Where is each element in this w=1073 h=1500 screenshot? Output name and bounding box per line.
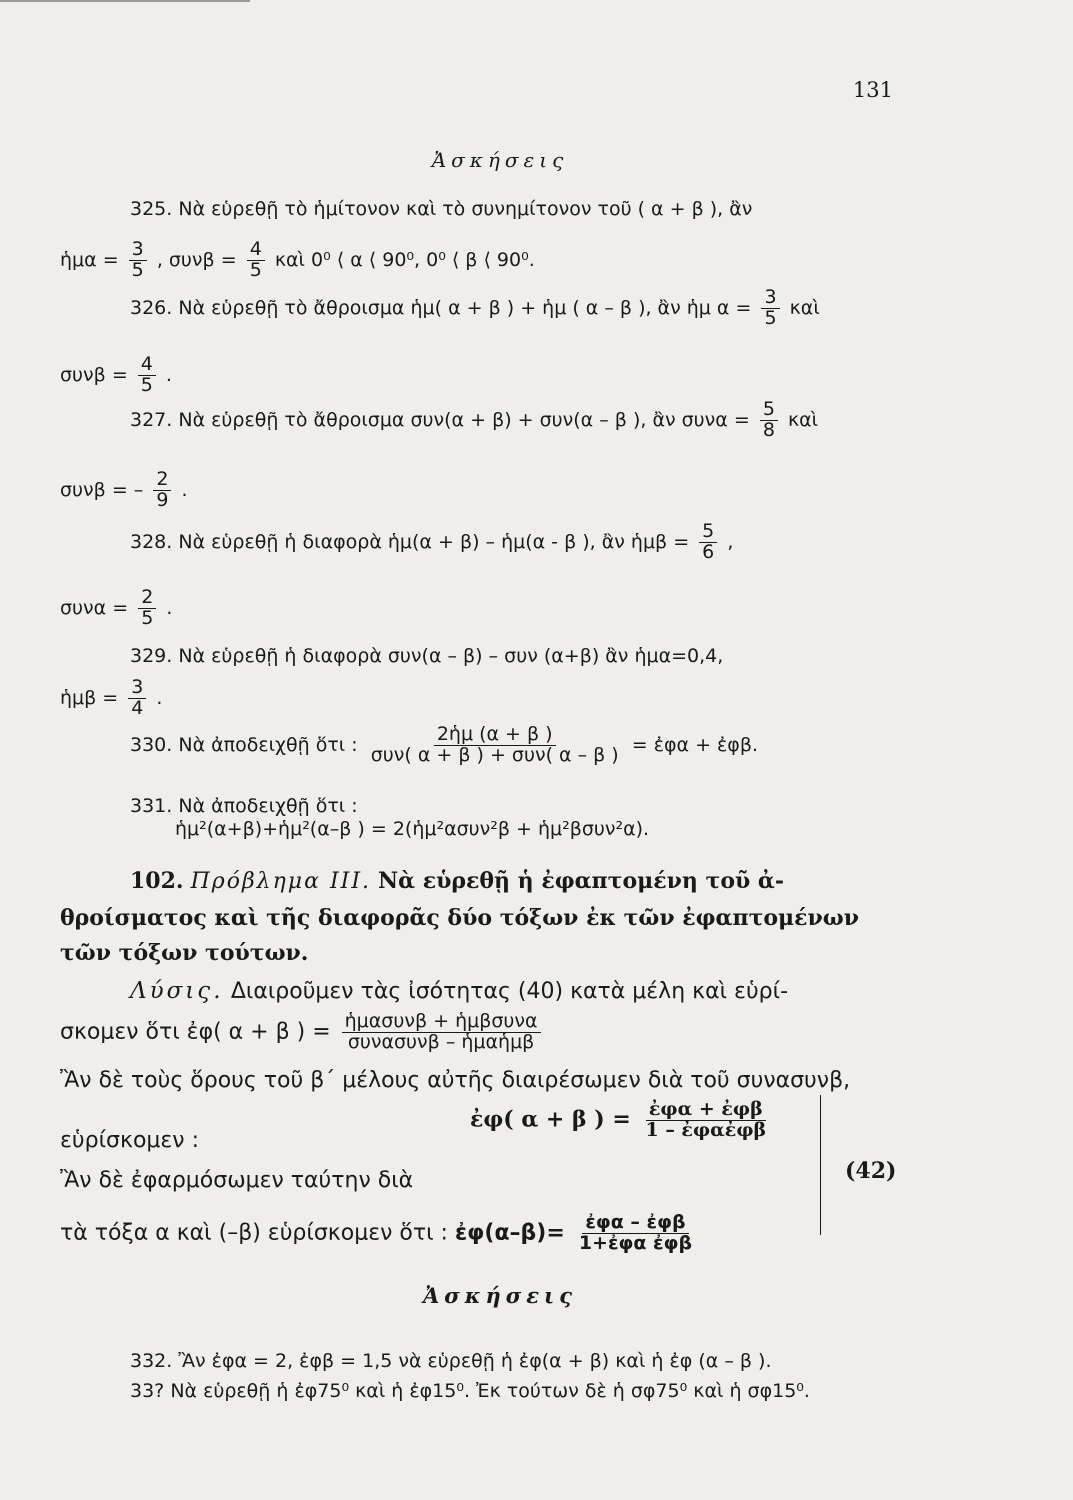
equation-number: (42): [845, 1158, 897, 1184]
exercise-331-formula: ἡμ²(α+β)+ἡμ²(α–β ) = 2(ἡμ²ασυν²β + ἡμ²βσυν²α).: [175, 818, 650, 840]
numerator: 5: [699, 522, 717, 543]
math-text: , συνβ =: [156, 248, 237, 271]
denominator: συνασυνβ – ἡμαἡμβ: [347, 1030, 535, 1053]
exercise-325-line2: [60, 240, 535, 281]
problem-number: 102.: [130, 868, 184, 894]
solution-label: Λύσις.: [130, 978, 224, 1004]
fraction: [576, 1213, 695, 1254]
solution-text: Διαιροῦμεν τὰς ἰσότητας (40) κατὰ μέλη καὶ εὑρί-: [230, 979, 789, 1004]
solution-line6: [60, 1213, 699, 1254]
solution-line4: εὑρίσκομεν :: [60, 1128, 199, 1153]
exercise-327-line2: [60, 470, 188, 511]
denominator: 6: [702, 540, 715, 563]
solution-line3: Ἂν δὲ τοὺς ὅρους τοῦ β΄ μέλους αὐτῆς διαιρέσωμεν διὰ τοῦ συνασυνβ,: [60, 1068, 851, 1093]
numerator: 3: [761, 288, 779, 309]
exercise-text: Νὰ ἀποδειχθῇ ὅτι :: [178, 733, 358, 756]
page-number: 131: [852, 78, 893, 102]
exercise-text: Νὰ εὑρεθῇ τὸ ἄθροισμα συν(α + β) + συν(α – β ), ἂν συνα =: [178, 408, 750, 431]
numerator: 4: [138, 355, 156, 376]
math-text: σκομεν ὅτι ἐφ( α + β ) =: [60, 1019, 331, 1045]
math-text: καὶ: [787, 408, 819, 431]
fraction: [138, 355, 156, 396]
math-text: = ἐφα + ἐφβ.: [631, 733, 759, 756]
fraction: [153, 470, 171, 511]
numerator: ἡμασυνβ + ἡμβσυνα: [342, 1012, 541, 1033]
exercise-number: 328.: [130, 530, 173, 553]
exercise-number: 329.: [130, 645, 173, 667]
exercise-331-line1: [130, 795, 358, 817]
numerator: 2ἡμ (α + β ): [434, 725, 556, 746]
exercise-326-line1: [130, 288, 820, 329]
math-text: συνβ = –: [60, 478, 144, 501]
exercise-327-line1: [130, 400, 818, 441]
problem-label: Πρόβλημα III.: [190, 869, 372, 894]
numerator: ἐφα + ἐφβ: [646, 1100, 766, 1121]
numerator: 4: [247, 240, 265, 261]
denominator: 5: [764, 306, 777, 329]
top-rule: [0, 0, 250, 2]
math-text: .: [165, 363, 172, 386]
exercise-329-line2: [60, 678, 162, 719]
exercise-text: Νὰ εὑρεθῇ τὸ ἡμίτονον καὶ τὸ συνημίτονον τοῦ ( α + β ), ἂν: [178, 198, 753, 220]
fraction: [368, 725, 622, 766]
numerator: 3: [129, 240, 147, 261]
denominator: 5: [131, 258, 144, 281]
fraction: [642, 1100, 769, 1141]
exercise-text: Νὰ εὑρεθῇ ἡ διαφορὰ ἡμ(α + β) – ἡμ(α - β ), ἂν ἡμβ =: [178, 530, 690, 553]
denominator: 8: [762, 418, 775, 441]
math-text: συνβ =: [60, 363, 128, 386]
fraction: [760, 400, 778, 441]
numerator: 3: [128, 678, 146, 699]
numerator: 5: [760, 400, 778, 421]
fraction: [129, 240, 147, 281]
solution-line5: Ἂν δὲ ἐφαρμόσωμεν ταύτην διὰ: [60, 1168, 414, 1193]
exercise-328-line1: [130, 522, 733, 563]
math-text: ἐφ(α–β)=: [454, 1220, 565, 1246]
denominator: 1+ἐφα ἐφβ: [578, 1231, 693, 1254]
problem-title: Νὰ εὑρεθῇ ἡ ἐφαπτομένη τοῦ ἀ-: [378, 868, 784, 894]
exercise-330: [130, 725, 758, 766]
math-text: καὶ 0⁰ ⟨ α ⟨ 90⁰, 0⁰ ⟨ β ⟨ 90⁰.: [274, 248, 535, 271]
tan-sum-formula: [470, 1100, 773, 1141]
denominator: 4: [131, 696, 144, 719]
denominator: 5: [141, 606, 154, 629]
exercises-heading-2: Ἀσκήσεις: [423, 1283, 577, 1308]
exercise-number: 330.: [130, 733, 173, 756]
exercise-text: Ἂν ἐφα = 2, ἐφβ = 1,5 νὰ εὑρεθῇ ἡ ἐφ(α + β) καὶ ἡ ἐφ (α – β ).: [178, 1350, 772, 1372]
exercise-number: 327.: [130, 408, 173, 431]
numerator: 2: [138, 588, 156, 609]
math-text: .: [166, 596, 173, 619]
brace: [820, 1095, 824, 1235]
denominator: 1 – ἐφαἐφβ: [645, 1118, 767, 1141]
exercise-number: 331.: [130, 795, 173, 817]
exercises-heading: Ἀσκήσεις: [431, 148, 569, 172]
fraction: [342, 1012, 541, 1053]
math-text: .: [181, 478, 188, 501]
solution-line2: [60, 1012, 545, 1053]
problem-102-line2: θροίσματος καὶ τῆς διαφορᾶς δύο τόξων ἐκ τῶν ἐφαπτομένων: [60, 905, 860, 931]
math-text: ἡμβ =: [60, 686, 119, 709]
denominator: 5: [249, 258, 262, 281]
exercise-number: 326.: [130, 296, 173, 319]
exercise-332: [130, 1350, 772, 1372]
exercise-329-line1: [130, 645, 723, 667]
fraction: [699, 522, 717, 563]
math-text: συνα =: [60, 596, 129, 619]
denominator: συν( α + β ) + συν( α – β ): [370, 743, 619, 766]
math-text: ,: [727, 530, 734, 553]
exercise-333: [130, 1380, 810, 1402]
math-text: τὰ τόξα α καὶ (–β) εὑρίσκομεν ὅτι :: [60, 1220, 448, 1246]
math-text: .: [156, 686, 163, 709]
problem-102-line3: τῶν τόξων τούτων.: [60, 940, 309, 966]
exercise-text: Νὰ ἀποδειχθῇ ὅτι :: [178, 795, 358, 817]
bleed-through-decoration: [760, 470, 766, 492]
exercise-326-line2: [60, 355, 172, 396]
fraction: [128, 678, 146, 719]
solution-line1: [130, 978, 788, 1004]
exercise-number: 325.: [130, 198, 173, 220]
denominator: 9: [156, 488, 169, 511]
exercise-text: Νὰ εὑρεθῇ τὸ ἄθροισμα ἡμ( α + β ) + ἡμ ( α – β ), ἂν ἡμ α =: [178, 296, 752, 319]
fraction: [761, 288, 779, 329]
denominator: 5: [140, 373, 153, 396]
exercise-number: 332.: [130, 1350, 173, 1372]
exercise-number: 33?: [130, 1380, 165, 1402]
exercise-text: Νὰ εὑρεθῇ ἡ διαφορὰ συν(α – β) – συν (α+β) ἂν ἡμα=0,4,: [178, 645, 724, 667]
numerator: 2: [153, 470, 171, 491]
problem-102-line1: [130, 868, 784, 894]
math-text: ἐφ( α + β ) =: [470, 1106, 631, 1133]
numerator: ἐφα – ἐφβ: [582, 1213, 688, 1234]
fraction: [247, 240, 265, 281]
exercise-text: Νὰ εὑρεθῇ ἡ ἐφ75⁰ καὶ ἡ ἐφ15⁰. Ἐκ τούτων δὲ ἡ σφ75⁰ καὶ ἡ σφ15⁰.: [170, 1380, 810, 1402]
fraction: [138, 588, 156, 629]
math-text: ἡμα =: [60, 248, 119, 271]
math-text: καὶ: [789, 296, 820, 319]
exercise-325-line1: [130, 198, 752, 220]
exercise-328-line2: [60, 588, 172, 629]
